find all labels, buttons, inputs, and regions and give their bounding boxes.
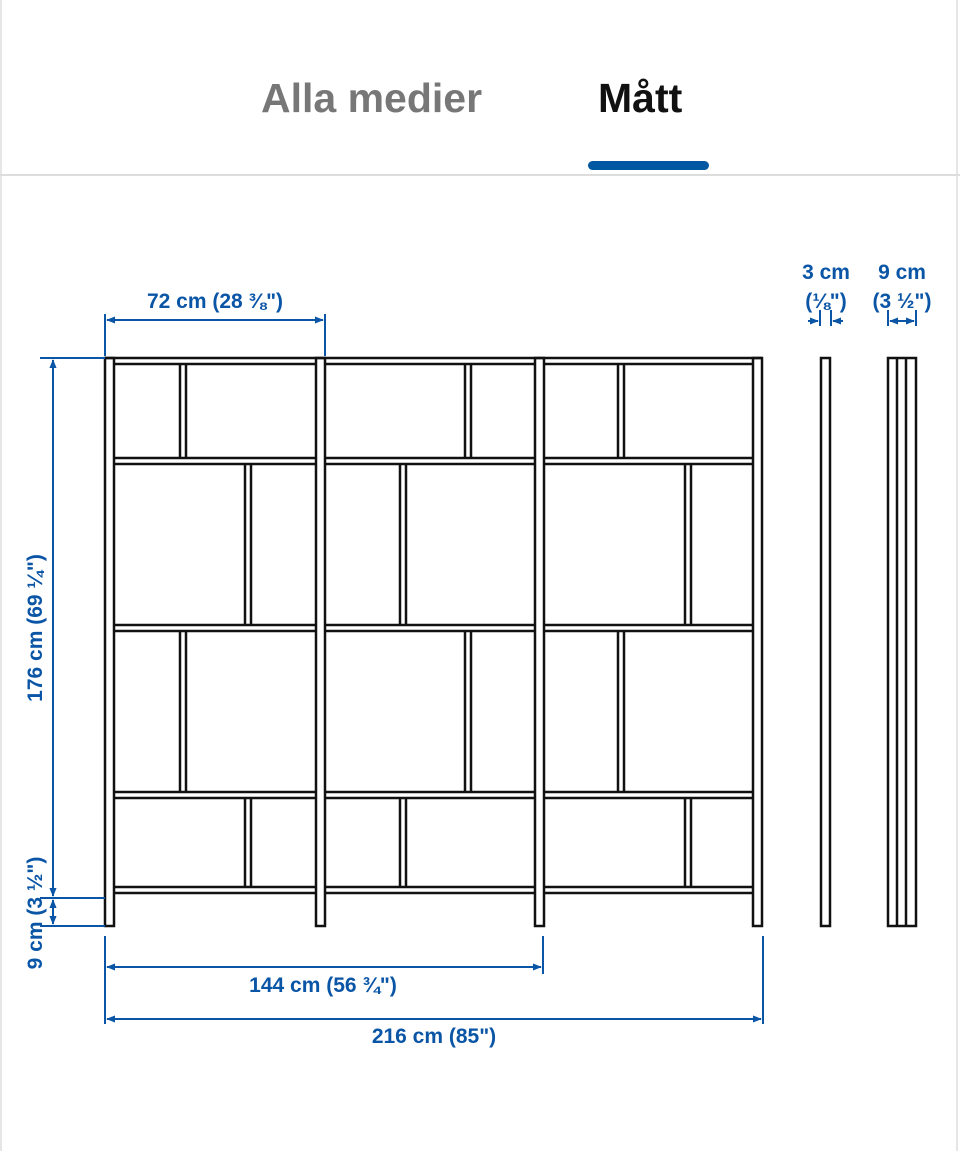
section-width-label: 72 cm (28 ⅜") — [146, 290, 284, 313]
active-tab-indicator — [588, 161, 709, 170]
depth-in-label: (3 ½") — [872, 290, 932, 313]
tab-all-media[interactable]: Alla medier — [261, 75, 483, 121]
side-view-depth — [888, 358, 916, 926]
double-width-label: 144 cm (56 ¾") — [249, 974, 397, 997]
tab-dimensions[interactable]: Mått — [598, 75, 683, 121]
dimension-drawing — [0, 176, 960, 1151]
side-thickness-cm-label: 3 cm — [802, 261, 850, 284]
total-width-label: 216 cm (85") — [371, 1025, 497, 1048]
tab-bar — [0, 0, 960, 176]
depth-cm-label: 9 cm — [878, 261, 926, 284]
side-thickness-in-label: (⅛") — [805, 290, 847, 313]
shelf-front-view — [105, 358, 762, 926]
bottom-gap-label: 9 cm (3 ½") — [24, 856, 47, 970]
side-view-thin — [821, 358, 830, 926]
total-height-label: 176 cm (69 ¼") — [24, 554, 47, 702]
